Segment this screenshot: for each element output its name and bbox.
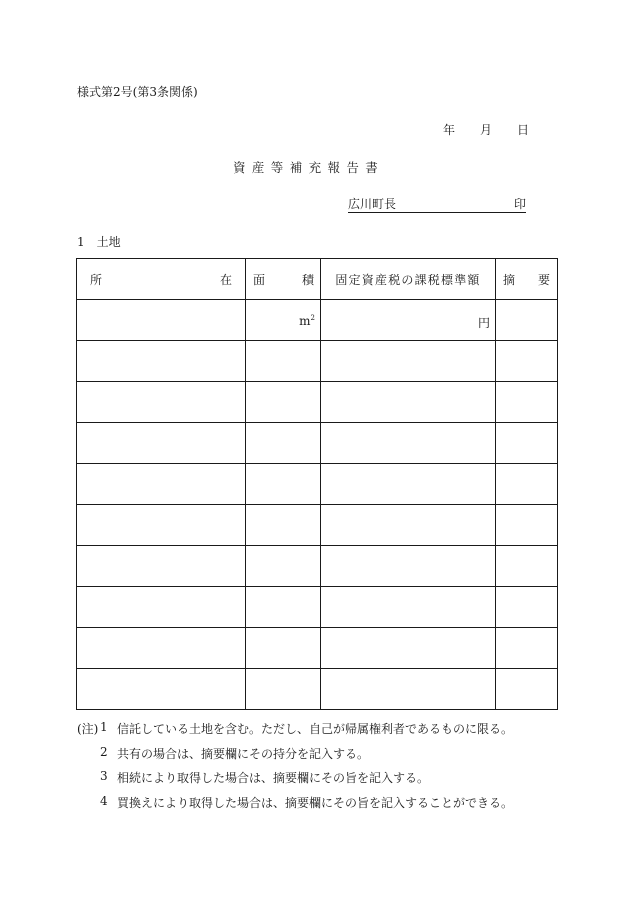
cell-tax-value[interactable]: [321, 464, 496, 505]
cell-area[interactable]: [246, 669, 321, 710]
note-number: 3: [100, 769, 108, 783]
date-day-label: 日: [517, 123, 530, 137]
cell-location[interactable]: [77, 628, 246, 669]
cell-remarks[interactable]: [496, 341, 558, 382]
notes-prefix: (注): [77, 722, 99, 736]
addressee-name: 広川町長: [348, 197, 397, 211]
table-row: [77, 505, 558, 546]
cell-tax-value[interactable]: [321, 669, 496, 710]
cell-tax-value[interactable]: [321, 382, 496, 423]
table-header-row: [77, 259, 558, 300]
cell-tax-value[interactable]: [321, 546, 496, 587]
cell-location[interactable]: [77, 587, 246, 628]
header-remarks-right: 要: [537, 272, 550, 287]
cell-area[interactable]: [246, 587, 321, 628]
header-location: [77, 259, 246, 300]
seal-mark: 印: [513, 197, 526, 211]
header-remarks: [496, 259, 558, 300]
note-text: 信託している土地を含む。ただし、自己が帰属権利者であるものに限る。: [117, 722, 514, 736]
cell-remarks[interactable]: [496, 464, 558, 505]
note-text: 買換えにより取得した場合は、摘要欄にその旨を記入することができる。: [117, 795, 514, 810]
cell-location[interactable]: [77, 669, 246, 710]
header-tax-value: 固定資産税の課税標準額: [321, 259, 496, 300]
date-year-label: 年: [443, 123, 456, 137]
cell-remarks[interactable]: [496, 669, 558, 710]
cell-remarks[interactable]: [496, 300, 558, 341]
cell-location[interactable]: [77, 423, 246, 464]
cell-tax-value[interactable]: [321, 505, 496, 546]
table-row: [77, 669, 558, 710]
table-row: [77, 341, 558, 382]
table-row: [77, 300, 558, 341]
note-number: 2: [100, 744, 108, 759]
cell-tax-value[interactable]: [321, 628, 496, 669]
cell-remarks[interactable]: [496, 628, 558, 669]
cell-tax-value[interactable]: [321, 300, 496, 341]
note-text: 相続により取得した場合は、摘要欄にその旨を記入する。: [117, 771, 430, 785]
cell-remarks[interactable]: [496, 587, 558, 628]
yen-unit: 円: [477, 316, 490, 330]
header-area-left: 面: [253, 272, 266, 287]
note-number: 4: [100, 793, 108, 808]
cell-location[interactable]: [77, 300, 246, 341]
cell-area[interactable]: [246, 505, 321, 546]
table-row: [77, 546, 558, 587]
land-table: [76, 258, 558, 710]
cell-area[interactable]: [246, 423, 321, 464]
table-row: [77, 423, 558, 464]
table-row: [77, 464, 558, 505]
cell-remarks[interactable]: [496, 546, 558, 587]
header-location-right: 在: [219, 272, 232, 287]
date-month-label: 月: [480, 123, 493, 137]
cell-location[interactable]: [77, 546, 246, 587]
cell-area[interactable]: [246, 464, 321, 505]
cell-area[interactable]: [246, 382, 321, 423]
date-line: [443, 124, 529, 136]
cell-location[interactable]: [77, 341, 246, 382]
note-text: 共有の場合は、摘要欄にその持分を記入する。: [117, 746, 370, 761]
cell-remarks[interactable]: [496, 423, 558, 464]
cell-tax-value[interactable]: [321, 341, 496, 382]
cell-area[interactable]: [246, 546, 321, 587]
cell-tax-value[interactable]: [321, 587, 496, 628]
table-row: [77, 628, 558, 669]
document-title: 資産等補充報告書: [233, 160, 385, 175]
section-title: 1 土地: [77, 235, 121, 249]
cell-area[interactable]: [246, 300, 321, 341]
cell-location[interactable]: [77, 505, 246, 546]
area-unit: $m^2$: [299, 314, 315, 328]
header-remarks-left: 摘: [503, 272, 516, 287]
form-number-label: 様式第2号(第3条関係): [77, 85, 198, 99]
cell-remarks[interactable]: [496, 382, 558, 423]
note-number: 1: [100, 720, 108, 734]
cell-tax-value[interactable]: [321, 423, 496, 464]
cell-remarks[interactable]: [496, 505, 558, 546]
cell-location[interactable]: [77, 464, 246, 505]
header-area: [246, 259, 321, 300]
table-row: [77, 587, 558, 628]
cell-area[interactable]: [246, 341, 321, 382]
header-area-right: 積: [301, 272, 314, 287]
addressee-line: [348, 198, 526, 213]
header-location-left: 所: [90, 272, 103, 287]
cell-location[interactable]: [77, 382, 246, 423]
cell-area[interactable]: [246, 628, 321, 669]
table-row: [77, 382, 558, 423]
